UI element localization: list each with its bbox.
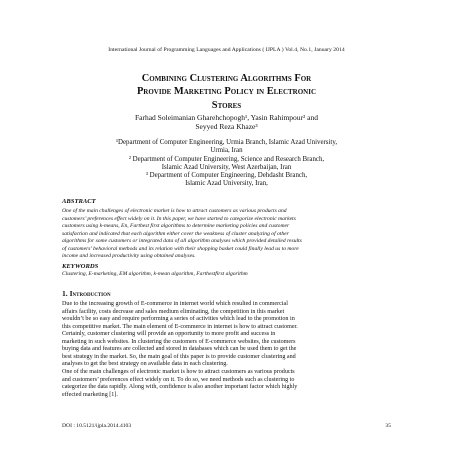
paper-title (70, 72, 383, 112)
affiliation-line: ¹Department of Computer Engineering, Urmia Branch, Islamic Azad University, (115, 139, 338, 146)
doi-footer: DOI : 10.5121/ijpla.2014.4103 (62, 423, 132, 429)
paragraph-line: One of the main challenges of electronic market is how to attract customers as various products (62, 369, 295, 375)
affiliations (60, 139, 393, 189)
paragraph-line: effected marketing [1]. (62, 391, 118, 398)
abstract-line: satisfaction and indicated that each algorithm either cover the weakness of cluster analyzing of other (62, 230, 289, 237)
title-line: Stores (211, 99, 242, 111)
affiliation-line: Islamic Azad University, Iran, (185, 180, 268, 188)
abstract-body (62, 208, 390, 261)
affiliation-line: Urmia, Iran (210, 147, 243, 155)
paragraph-line: Certainly, customer clustering will provide an opportunity to more profit and success in (62, 331, 276, 338)
page-number: 35 (385, 423, 391, 429)
paragraph-line: wouldn’t be so easy and require performing a series of activities which lead to the promotion in (62, 316, 295, 323)
authors (80, 113, 373, 132)
keywords-heading: KEYWORDS (62, 263, 99, 270)
abstract-line: income and increased productivity using obtained analyses. (62, 253, 196, 259)
paragraph-line: affairs facility, costs decrease and sales medium eliminating, the competition in this market (62, 308, 285, 315)
abstract-line: customers’ preferences effect widely on it. In this paper, we have started to categorize electronic markets (62, 215, 296, 222)
affiliation-line: ² Department of Computer Engineering, Science and Research Branch, (128, 155, 325, 163)
title-line: Provide Marketing Policy in Electronic (136, 86, 317, 98)
paragraph-line: best strategy in the market. So, the main goal of this paper is to provide customer clustering and (62, 353, 296, 360)
paragraph-line: analyses to get the best strategy on available data in each clustering. (62, 361, 228, 368)
affiliation-line: Islamic Azad University, West Azerbaijan, Iran (161, 163, 292, 171)
authors-line: Seyyed Reza Khaze³ (195, 122, 258, 132)
abstract-line: One of the main challenges of electronic market is how to attract customers as various products and (62, 208, 287, 214)
abstract-heading: ABSTRACT (62, 198, 96, 205)
intro-paragraph-2 (62, 369, 390, 399)
paragraph-line: buying data and features are collected and stored in databases which can be used them to get the (62, 346, 297, 353)
abstract-line: algorithms for some customers or integrated data of all algorithm analyses which provided detailed results (62, 238, 302, 244)
paragraph-line: marketing in such websites. In clustering the customers of E-commerce websites, the customers (62, 338, 296, 345)
section-heading: 1. Introduction (62, 289, 111, 298)
abstract-line: customers using k-means, En, Farthest first algorithms to determine marketing policies and customer (62, 223, 290, 229)
authors-line: Farhad Soleimanian Gharehchopogh¹, Yasin Rahimpour² and (134, 113, 318, 122)
intro-paragraph-1 (62, 301, 390, 369)
paragraph-line: categorize the data rapidly. Along with, confidence is also another important factor which highly (62, 384, 298, 391)
affiliation-line: ³ Department of Computer Engineering, Dehdasht Branch, (145, 172, 308, 180)
paragraph-line: Due to the increasing growth of E-commerce in internet world which resulted in commercial (62, 301, 288, 307)
title-line: Combining Clustering Algorithms For (141, 73, 312, 84)
paragraph-line: this competitive market. The main element of E-commerce in internet is how to attract customer. (62, 323, 298, 330)
keywords-text: Clustering, E-marketing, EM algorithm, k-mean algorithm, Farthestfirst algorithm (62, 271, 248, 277)
journal-header: International Journal of Programming Languages and Applications ( IJPLA ) Vol.4, No.1, January 2014 (108, 47, 345, 53)
paragraph-line: and customers’ preferences effect widely on it. To do so, we need methods such as clustering to (62, 376, 295, 383)
abstract-line: of customers’ behavioral methods and its relation with their shopping basket could finally lead us to more (62, 245, 299, 252)
